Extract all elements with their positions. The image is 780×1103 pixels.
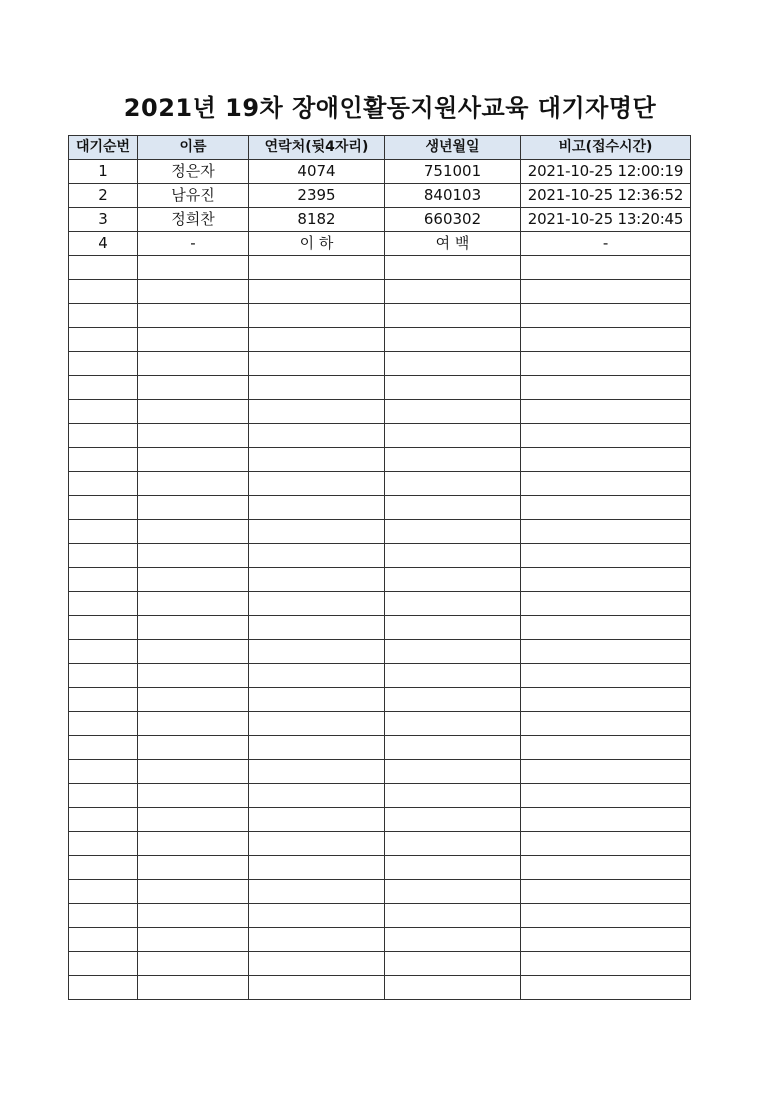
empty-cell bbox=[249, 712, 385, 736]
empty-cell bbox=[521, 448, 691, 472]
empty-cell bbox=[69, 904, 138, 928]
empty-cell bbox=[521, 928, 691, 952]
empty-cell bbox=[138, 928, 249, 952]
empty-row bbox=[69, 880, 691, 904]
empty-cell bbox=[249, 448, 385, 472]
empty-cell bbox=[521, 760, 691, 784]
empty-cell bbox=[249, 664, 385, 688]
header-contact: 연락처(뒷4자리) bbox=[249, 136, 385, 160]
empty-cell bbox=[69, 328, 138, 352]
empty-cell bbox=[69, 712, 138, 736]
empty-cell bbox=[138, 592, 249, 616]
empty-cell bbox=[521, 520, 691, 544]
empty-cell bbox=[249, 784, 385, 808]
header-note: 비고(접수시간) bbox=[521, 136, 691, 160]
empty-cell bbox=[249, 880, 385, 904]
empty-cell bbox=[249, 760, 385, 784]
empty-cell bbox=[521, 616, 691, 640]
empty-cell bbox=[521, 544, 691, 568]
empty-cell bbox=[249, 928, 385, 952]
empty-cell bbox=[69, 928, 138, 952]
cell-wait-number: 4 bbox=[69, 232, 138, 256]
cell-birthdate: 여 백 bbox=[385, 232, 521, 256]
empty-cell bbox=[521, 688, 691, 712]
empty-cell bbox=[138, 976, 249, 1000]
table-row bbox=[69, 160, 691, 184]
cell-birthdate: 751001 bbox=[385, 160, 521, 184]
cell-name: 정은자 bbox=[138, 160, 249, 184]
empty-cell bbox=[521, 904, 691, 928]
header-name: 이름 bbox=[138, 136, 249, 160]
empty-cell bbox=[69, 496, 138, 520]
empty-row bbox=[69, 784, 691, 808]
empty-cell bbox=[385, 616, 521, 640]
cell-note: 2021-10-25 13:20:45 bbox=[521, 208, 691, 232]
empty-cell bbox=[249, 640, 385, 664]
empty-cell bbox=[138, 640, 249, 664]
empty-cell bbox=[385, 880, 521, 904]
empty-cell bbox=[138, 448, 249, 472]
empty-cell bbox=[69, 976, 138, 1000]
empty-cell bbox=[138, 304, 249, 328]
empty-cell bbox=[385, 256, 521, 280]
table-body bbox=[69, 160, 691, 1000]
empty-cell bbox=[521, 592, 691, 616]
empty-row bbox=[69, 976, 691, 1000]
empty-cell bbox=[385, 928, 521, 952]
empty-cell bbox=[385, 904, 521, 928]
empty-cell bbox=[521, 784, 691, 808]
empty-cell bbox=[385, 856, 521, 880]
empty-cell bbox=[521, 328, 691, 352]
empty-cell bbox=[521, 736, 691, 760]
empty-cell bbox=[138, 880, 249, 904]
empty-cell bbox=[385, 448, 521, 472]
empty-cell bbox=[385, 352, 521, 376]
empty-cell bbox=[385, 520, 521, 544]
cell-contact: 8182 bbox=[249, 208, 385, 232]
empty-cell bbox=[385, 472, 521, 496]
empty-cell bbox=[69, 856, 138, 880]
empty-row bbox=[69, 376, 691, 400]
empty-cell bbox=[69, 400, 138, 424]
cell-wait-number: 3 bbox=[69, 208, 138, 232]
empty-cell bbox=[385, 640, 521, 664]
empty-cell bbox=[521, 424, 691, 448]
empty-cell bbox=[69, 784, 138, 808]
empty-cell bbox=[249, 568, 385, 592]
empty-cell bbox=[138, 424, 249, 448]
cell-contact: 2395 bbox=[249, 184, 385, 208]
empty-cell bbox=[385, 376, 521, 400]
empty-cell bbox=[69, 448, 138, 472]
empty-cell bbox=[521, 808, 691, 832]
empty-cell bbox=[385, 328, 521, 352]
empty-cell bbox=[385, 544, 521, 568]
empty-cell bbox=[138, 328, 249, 352]
empty-row bbox=[69, 808, 691, 832]
empty-cell bbox=[69, 280, 138, 304]
empty-row bbox=[69, 664, 691, 688]
header-birthdate: 생년월일 bbox=[385, 136, 521, 160]
empty-cell bbox=[521, 880, 691, 904]
empty-cell bbox=[249, 952, 385, 976]
empty-cell bbox=[521, 280, 691, 304]
empty-cell bbox=[138, 280, 249, 304]
empty-cell bbox=[521, 976, 691, 1000]
empty-cell bbox=[249, 376, 385, 400]
empty-row bbox=[69, 712, 691, 736]
table-row bbox=[69, 208, 691, 232]
empty-cell bbox=[69, 640, 138, 664]
empty-cell bbox=[249, 904, 385, 928]
empty-cell bbox=[69, 520, 138, 544]
empty-cell bbox=[249, 856, 385, 880]
empty-cell bbox=[138, 856, 249, 880]
empty-cell bbox=[521, 352, 691, 376]
empty-cell bbox=[69, 952, 138, 976]
empty-cell bbox=[521, 664, 691, 688]
empty-cell bbox=[521, 832, 691, 856]
empty-cell bbox=[69, 736, 138, 760]
table-row bbox=[69, 232, 691, 256]
empty-cell bbox=[385, 304, 521, 328]
empty-row bbox=[69, 352, 691, 376]
empty-cell bbox=[138, 256, 249, 280]
empty-cell bbox=[138, 544, 249, 568]
empty-cell bbox=[249, 616, 385, 640]
empty-cell bbox=[385, 664, 521, 688]
empty-row bbox=[69, 520, 691, 544]
empty-cell bbox=[69, 832, 138, 856]
empty-cell bbox=[138, 472, 249, 496]
empty-cell bbox=[521, 568, 691, 592]
empty-row bbox=[69, 400, 691, 424]
empty-cell bbox=[521, 256, 691, 280]
empty-cell bbox=[138, 904, 249, 928]
cell-note: 2021-10-25 12:36:52 bbox=[521, 184, 691, 208]
empty-row bbox=[69, 544, 691, 568]
empty-cell bbox=[385, 712, 521, 736]
empty-cell bbox=[249, 304, 385, 328]
empty-cell bbox=[138, 784, 249, 808]
empty-cell bbox=[69, 256, 138, 280]
empty-cell bbox=[249, 976, 385, 1000]
empty-row bbox=[69, 760, 691, 784]
cell-name: 남유진 bbox=[138, 184, 249, 208]
empty-row bbox=[69, 904, 691, 928]
empty-cell bbox=[138, 664, 249, 688]
table-header-row bbox=[69, 136, 691, 160]
empty-cell bbox=[521, 712, 691, 736]
empty-cell bbox=[138, 808, 249, 832]
cell-wait-number: 1 bbox=[69, 160, 138, 184]
empty-row bbox=[69, 856, 691, 880]
empty-cell bbox=[385, 424, 521, 448]
page-title: 2021년 19차 장애인활동지원사교육 대기자명단 bbox=[123, 94, 657, 122]
empty-cell bbox=[69, 304, 138, 328]
empty-cell bbox=[249, 256, 385, 280]
empty-cell bbox=[69, 616, 138, 640]
empty-cell bbox=[249, 544, 385, 568]
empty-cell bbox=[69, 544, 138, 568]
cell-wait-number: 2 bbox=[69, 184, 138, 208]
empty-row bbox=[69, 592, 691, 616]
empty-cell bbox=[69, 760, 138, 784]
empty-cell bbox=[138, 616, 249, 640]
empty-cell bbox=[138, 832, 249, 856]
empty-cell bbox=[138, 688, 249, 712]
empty-cell bbox=[385, 808, 521, 832]
empty-cell bbox=[385, 736, 521, 760]
empty-row bbox=[69, 640, 691, 664]
empty-cell bbox=[138, 520, 249, 544]
empty-cell bbox=[385, 496, 521, 520]
cell-contact: 4074 bbox=[249, 160, 385, 184]
empty-row bbox=[69, 568, 691, 592]
empty-cell bbox=[249, 424, 385, 448]
empty-cell bbox=[69, 568, 138, 592]
empty-cell bbox=[385, 952, 521, 976]
empty-cell bbox=[138, 952, 249, 976]
cell-name: - bbox=[138, 232, 249, 256]
empty-cell bbox=[521, 640, 691, 664]
empty-row bbox=[69, 256, 691, 280]
empty-cell bbox=[138, 352, 249, 376]
empty-cell bbox=[249, 472, 385, 496]
empty-cell bbox=[138, 568, 249, 592]
empty-cell bbox=[249, 400, 385, 424]
empty-row bbox=[69, 688, 691, 712]
empty-cell bbox=[138, 400, 249, 424]
empty-cell bbox=[249, 352, 385, 376]
empty-cell bbox=[69, 376, 138, 400]
empty-cell bbox=[385, 592, 521, 616]
empty-cell bbox=[249, 520, 385, 544]
table-row bbox=[69, 184, 691, 208]
empty-cell bbox=[521, 376, 691, 400]
empty-cell bbox=[521, 952, 691, 976]
empty-cell bbox=[138, 760, 249, 784]
empty-row bbox=[69, 496, 691, 520]
empty-cell bbox=[69, 472, 138, 496]
empty-cell bbox=[385, 760, 521, 784]
empty-cell bbox=[385, 976, 521, 1000]
empty-row bbox=[69, 304, 691, 328]
empty-cell bbox=[521, 856, 691, 880]
header-wait-number: 대기순번 bbox=[69, 136, 138, 160]
empty-cell bbox=[385, 280, 521, 304]
empty-cell bbox=[138, 736, 249, 760]
empty-cell bbox=[521, 496, 691, 520]
empty-cell bbox=[138, 496, 249, 520]
empty-cell bbox=[69, 424, 138, 448]
cell-birthdate: 660302 bbox=[385, 208, 521, 232]
empty-row bbox=[69, 472, 691, 496]
empty-cell bbox=[249, 496, 385, 520]
empty-cell bbox=[138, 376, 249, 400]
empty-cell bbox=[521, 472, 691, 496]
empty-row bbox=[69, 928, 691, 952]
empty-cell bbox=[69, 808, 138, 832]
empty-row bbox=[69, 832, 691, 856]
empty-row bbox=[69, 616, 691, 640]
empty-cell bbox=[249, 280, 385, 304]
empty-row bbox=[69, 736, 691, 760]
empty-cell bbox=[69, 688, 138, 712]
cell-note: - bbox=[521, 232, 691, 256]
empty-cell bbox=[69, 352, 138, 376]
empty-cell bbox=[385, 832, 521, 856]
empty-cell bbox=[249, 328, 385, 352]
empty-row bbox=[69, 280, 691, 304]
empty-cell bbox=[521, 400, 691, 424]
empty-cell bbox=[385, 400, 521, 424]
empty-cell bbox=[385, 688, 521, 712]
waitlist-table bbox=[68, 135, 691, 1000]
empty-cell bbox=[69, 592, 138, 616]
empty-cell bbox=[249, 808, 385, 832]
cell-name: 정희찬 bbox=[138, 208, 249, 232]
empty-cell bbox=[249, 736, 385, 760]
cell-birthdate: 840103 bbox=[385, 184, 521, 208]
empty-cell bbox=[249, 832, 385, 856]
empty-row bbox=[69, 424, 691, 448]
cell-contact: 이 하 bbox=[249, 232, 385, 256]
cell-note: 2021-10-25 12:00:19 bbox=[521, 160, 691, 184]
empty-row bbox=[69, 448, 691, 472]
empty-cell bbox=[249, 592, 385, 616]
empty-cell bbox=[385, 784, 521, 808]
empty-cell bbox=[69, 664, 138, 688]
empty-row bbox=[69, 328, 691, 352]
empty-cell bbox=[385, 568, 521, 592]
empty-row bbox=[69, 952, 691, 976]
empty-cell bbox=[521, 304, 691, 328]
empty-cell bbox=[249, 688, 385, 712]
empty-cell bbox=[138, 712, 249, 736]
empty-cell bbox=[69, 880, 138, 904]
